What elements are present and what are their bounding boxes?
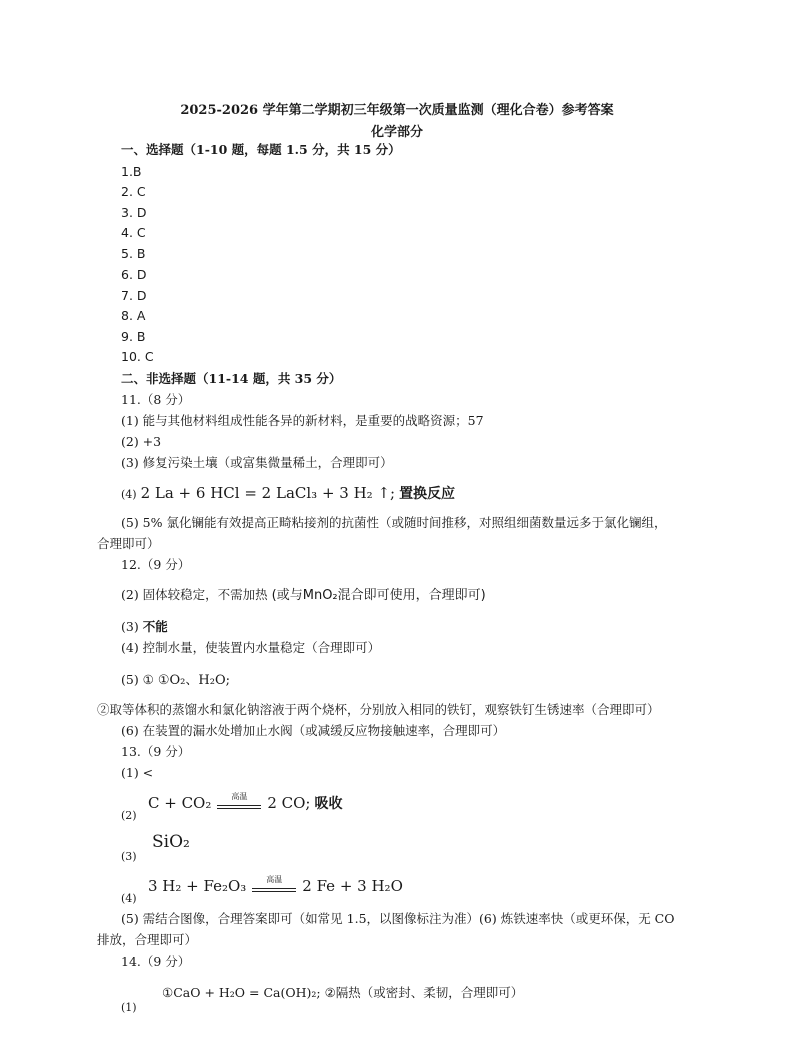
section1-heading: 一、选择题（1-10 题，每题 1.5 分，共 15 分）	[121, 142, 401, 157]
equals-line-top	[252, 888, 296, 889]
q11-answer-1: (1) 能与其他材料组成性能各异的新材料，是重要的战略资源；57	[121, 413, 484, 428]
q13-answer-4-right: 2 Fe + 3 H₂O	[302, 877, 403, 895]
mc-answer-4: 4. C	[121, 225, 146, 240]
q13-answer-3-label: (3)	[121, 850, 137, 863]
q11-answer-2: (2) +3	[121, 434, 162, 449]
q11-answer-4-equation: 2 La + 6 HCl = 2 LaCl₃ + 3 H₂ ↑;	[140, 484, 396, 502]
q13-answer-2-left: C + CO₂	[148, 794, 212, 812]
q14-answer-1-value: ①CaO + H₂O = Ca(OH)₂; ②隔热（或密封、柔韧，合理即可）	[162, 985, 524, 1000]
q13-answer-5-line1: (5) 需结合图像，合理答案即可（如常见 1.5，以图像标注为准）(6) 炼铁速率快（或更环保，无 CO	[121, 911, 675, 926]
q13-answer-2-bold: 吸收	[314, 796, 343, 812]
q11-answer-5-line1: (5) 5% 氯化镧能有效提高正畸粘接剂的抗菌性（或随时间推移，对照组细菌数量远多于氯化镧组，	[121, 515, 667, 530]
q13-answer-3-value: SiO₂	[152, 832, 190, 852]
q12-answer-5-formula: ①O₂、H₂O;	[157, 673, 230, 688]
q13-answer-2-right: 2 CO;	[267, 794, 311, 812]
q13-answer-4-condition	[252, 874, 296, 896]
q12-answer-6: (6) 在装置的漏水处增加止水阀（或减缓反应物接触速率，合理即可）	[121, 723, 506, 738]
q13-answer-2-condition-text: 高温	[231, 791, 248, 801]
q12-answer-4: (4) 控制水量，使装置内水量稳定（合理即可）	[121, 640, 381, 655]
mc-answer-5: 5. B	[121, 246, 146, 261]
q14-answer-1-label: (1)	[121, 1001, 137, 1014]
q12-answer-3	[121, 619, 168, 635]
mc-answer-1: 1.B	[121, 164, 142, 179]
q12-heading: 12.（9 分）	[121, 557, 191, 572]
q12-answer-5-part2: ②取等体积的蒸馏水和氯化钠溶液于两个烧杯，分别放入相同的铁钉，观察铁钉生锈速率（合理即可）	[97, 702, 660, 717]
q13-answer-1: (1) <	[121, 765, 154, 780]
q12-answer-3-label: (3)	[121, 619, 139, 634]
mc-answer-6: 6. D	[121, 267, 147, 282]
q12-answer-2-text: (2) 固体较稳定，不需加热	[121, 587, 268, 602]
equals-line-bottom	[252, 891, 296, 892]
q13-answer-4-equation	[148, 874, 403, 896]
equals-line-top	[217, 805, 261, 806]
q14-answer-1-text	[162, 985, 523, 1001]
mc-answer-7: 7. D	[121, 288, 147, 303]
q12-answer-2-note: (或与MnO₂混合即可使用，合理即可)	[271, 588, 486, 603]
q12-answer-2	[121, 587, 486, 604]
q11-answer-5-line2: 合理即可）	[97, 536, 160, 551]
mc-answer-2: 2. C	[121, 184, 146, 199]
q11-heading: 11.（8 分）	[121, 392, 191, 407]
q13-answer-4-condition-text: 高温	[266, 874, 283, 884]
q11-answer-4	[121, 485, 455, 503]
q11-answer-4-reaction-type: 置换反应	[399, 486, 456, 502]
q13-answer-2-condition	[217, 791, 261, 813]
mc-answer-9: 9. B	[121, 329, 146, 344]
document-subtitle: 化学部分	[370, 125, 423, 140]
mc-answer-8: 8. A	[121, 308, 146, 323]
q13-heading: 13.（9 分）	[121, 744, 191, 759]
q14-heading: 14.（9 分）	[121, 954, 191, 969]
document-title: 2025-2026 学年第二学期初三年级第一次质量监测（理化合卷）参考答案	[180, 103, 614, 118]
q11-answer-4-label: (4)	[121, 488, 137, 501]
q11-answer-3: (3) 修复污染土壤（或富集微量稀土，合理即可）	[121, 455, 393, 470]
q12-answer-5-label: (5) ①	[121, 672, 154, 687]
q13-answer-3-formula	[152, 834, 190, 851]
q13-answer-5-line2: 排放，合理即可）	[97, 932, 198, 947]
q13-answer-4-left: 3 H₂ + Fe₂O₃	[148, 877, 247, 895]
equals-line-bottom	[217, 808, 261, 809]
q13-answer-4-label: (4)	[121, 892, 137, 905]
mc-answer-10: 10. C	[121, 349, 154, 364]
section2-heading: 二、非选择题（11-14 题，共 35 分）	[121, 371, 342, 386]
q12-answer-5	[121, 672, 230, 689]
q13-answer-2-equation	[148, 791, 343, 813]
q12-answer-3-value: 不能	[142, 619, 168, 634]
mc-answer-3: 3. D	[121, 205, 147, 220]
q13-answer-2-label: (2)	[121, 809, 137, 822]
